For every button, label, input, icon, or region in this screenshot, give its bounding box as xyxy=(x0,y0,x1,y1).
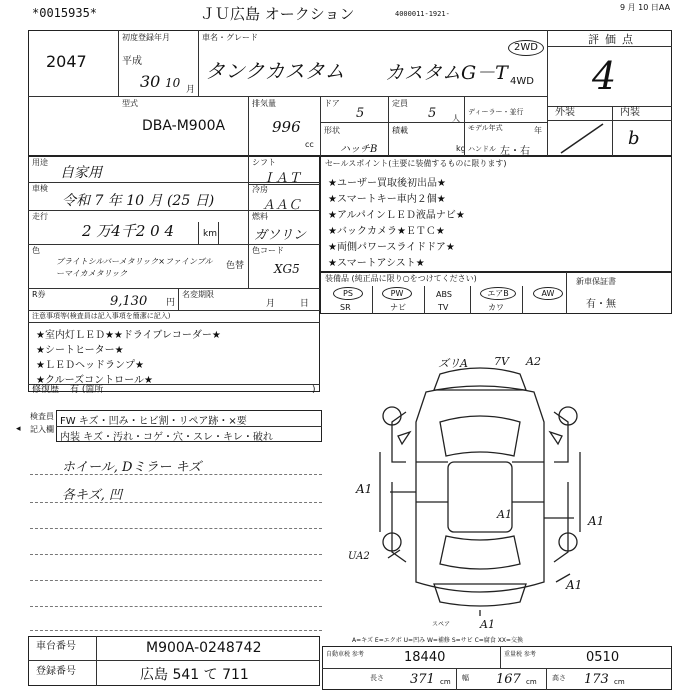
selling-point-6: ★スマートアシスト★ xyxy=(328,258,425,269)
exterior-slash xyxy=(553,122,608,154)
inspector-row-1: FW キズ・凹み・ヒビ割・リペア跡・×要 xyxy=(60,416,247,427)
name-change-label: 名変期限 xyxy=(182,290,214,299)
mark-right-door: A1 xyxy=(497,508,512,521)
notice-item-2: ★シートヒーター★ xyxy=(36,345,124,356)
chassis-label: 車台番号 xyxy=(36,641,76,652)
inspection-value: 令和 7 年 10 月 (25 日) xyxy=(62,193,215,209)
height-value: 173 xyxy=(584,672,609,687)
load-label: 積載 xyxy=(392,126,408,135)
auction-date: 9 月 10 日AA xyxy=(620,3,671,12)
mileage-label: 走行 xyxy=(32,212,48,221)
weight-tax-label: 重量税 参考 xyxy=(504,651,536,658)
capacity-value: 5 xyxy=(428,106,437,121)
type-value: DBA-M900A xyxy=(142,118,226,134)
mileage-value: 2 万4千2 0 4 xyxy=(82,222,175,240)
lot-number: 2047 xyxy=(46,52,87,71)
mark-left-door: A1 xyxy=(356,482,373,496)
selling-point-1: ★ユーザー買取後初出品★ xyxy=(328,178,446,189)
score-label: 評価点 xyxy=(588,33,639,46)
fuel-label: 燃料 xyxy=(252,212,268,221)
tax-value: 18440 xyxy=(404,650,446,665)
equip-airbag: エアB xyxy=(480,287,516,300)
doors-value: 5 xyxy=(356,106,365,121)
mark-right-side: A1 xyxy=(588,514,605,528)
name-change-value: 月 日 xyxy=(266,299,309,309)
notice-item-3: ★ＬＥＤヘッドランプ★ xyxy=(36,360,144,371)
model-year-label: モデル年式 xyxy=(468,124,503,132)
length-value: 371 xyxy=(410,672,435,687)
papers-title: 新車保証書 xyxy=(576,277,616,286)
equipment-title: 装備品 (純正品に限り○をつけてください) xyxy=(325,274,477,283)
displacement-value: 996 xyxy=(272,118,301,136)
notice-item-1: ★室内灯ＬＥＤ★★ドライブレコーダー★ xyxy=(36,330,221,341)
width-label: 幅 xyxy=(462,674,469,682)
interior-value: b xyxy=(628,128,640,149)
doors-label: ドア xyxy=(324,99,340,108)
repair-close: ) xyxy=(312,385,316,395)
mark-left-rear: UA2 xyxy=(348,551,370,562)
tax-label: 自動車税 参考 xyxy=(326,651,364,658)
repair-label: 修復歴 xyxy=(32,385,60,395)
inspector-label-1: 検査員 xyxy=(30,412,54,421)
equip-leather: カワ xyxy=(488,303,504,312)
selling-point-2: ★スマートキー車内２個★ xyxy=(328,194,446,205)
inspector-arrow: ◂ xyxy=(16,424,21,434)
stock-number: *0015935* xyxy=(32,6,98,20)
shift-label: シフト xyxy=(252,158,276,167)
load-unit: kg xyxy=(456,144,466,153)
usage-value: 自家用 xyxy=(60,165,102,181)
exterior-label: 外装 xyxy=(555,107,575,118)
registration-era: 平成 xyxy=(122,56,142,67)
ac-label: 冷房 xyxy=(252,185,268,194)
chassis-value: M900A-0248742 xyxy=(146,640,262,656)
recycle-label: R券 xyxy=(32,290,46,299)
type-label: 型式 xyxy=(122,99,138,108)
hand-note-2: 各キズ, 凹 xyxy=(62,488,123,503)
model-name: タンクカスタム xyxy=(205,59,345,83)
handle-label: ハンドル xyxy=(468,145,496,153)
drive-2wd: 2WD xyxy=(508,40,544,56)
mark-front-2: 7V xyxy=(494,355,509,368)
plate-label: 登録番号 xyxy=(36,666,76,677)
selling-point-5: ★両側パワースライドドア★ xyxy=(328,242,455,253)
inspector-row-2: 内装 キズ・汚れ・コゲ・穴・スレ・キレ・破れ xyxy=(60,432,273,443)
barcode-number: 4000011-1921- xyxy=(395,10,450,18)
mark-rear: A1 xyxy=(480,618,495,631)
ac-value: ＡＡＣ xyxy=(262,198,302,213)
recycle-value: 9,130 xyxy=(110,294,148,309)
color-line2: ーマイカメタリック xyxy=(56,269,128,278)
mark-front-3: A2 xyxy=(526,355,541,368)
body-shape-value: ハッチB xyxy=(340,144,378,155)
score-value: 4 xyxy=(592,54,617,98)
spare-label: スペア xyxy=(432,621,451,628)
registration-label: 初度登録年月 xyxy=(122,33,170,42)
recycle-unit: 円 xyxy=(166,298,176,308)
height-unit: cm xyxy=(614,678,625,686)
height-label: 高さ xyxy=(552,674,566,682)
model-grade: カスタムG－T xyxy=(385,62,508,84)
color-label: 色 xyxy=(32,246,40,255)
hand-note-1: ホイール, Dミラー キズ xyxy=(62,460,202,475)
selling-points-title: セールスポイント(主要に装備するものに限ります) xyxy=(325,159,507,168)
equip-pw: PW xyxy=(382,287,412,300)
shift-value: ＩＡＴ xyxy=(262,171,302,186)
mark-front-1: ズリA xyxy=(438,357,468,370)
equip-sr: SR xyxy=(340,303,351,312)
dealer-label: ディーラー・並行 xyxy=(468,108,524,116)
repair-value: 有 (箇所 xyxy=(70,385,104,395)
equip-navi: ナビ xyxy=(390,303,406,312)
color-line1: ブライトシルバーメタリック×ファインブル xyxy=(56,257,213,266)
registration-month: 10 xyxy=(165,76,181,90)
displacement-unit: cc xyxy=(305,140,314,149)
color-code-label: 色コード xyxy=(252,246,284,255)
body-shape-label: 形状 xyxy=(324,126,340,135)
fuel-value: ガソリン xyxy=(254,228,307,243)
model-label: 車名・グレード xyxy=(202,33,258,42)
displacement-label: 排気量 xyxy=(252,99,276,108)
registration-month-unit: 月 xyxy=(186,85,196,95)
equip-abs: ABS xyxy=(436,290,452,299)
handle-value: 左・右 xyxy=(500,146,530,157)
color-change-label: 色替 xyxy=(226,261,245,271)
capacity-unit: 人 xyxy=(452,114,460,123)
model-year-unit: 年 xyxy=(534,126,542,135)
equip-ps: PS xyxy=(333,287,363,300)
papers-value: 有・無 xyxy=(586,299,616,310)
plate-value: 広島 541 て 711 xyxy=(140,667,249,683)
selling-point-4: ★バックカメラ★ＥＴＣ★ xyxy=(328,226,445,237)
damage-legend: A=キズ E=エクボ U=凹み W=補修 S=サビ C=腐食 XX=交換 xyxy=(352,637,523,644)
equip-aw: AW xyxy=(533,287,563,300)
notice-title: 注意事項等(検査員は記入事項を簡潔に記入) xyxy=(32,312,171,320)
length-label: 長さ xyxy=(370,674,384,682)
drive-4wd: 4WD xyxy=(510,76,534,87)
registration-year: 30 xyxy=(140,72,161,91)
mileage-unit: km xyxy=(203,229,217,239)
color-code-value: XG5 xyxy=(274,262,300,276)
auction-name: ＪＵ広島 オークション xyxy=(200,5,355,23)
capacity-label: 定員 xyxy=(392,99,408,108)
car-diagram xyxy=(330,352,630,632)
mark-right-rear: A1 xyxy=(566,578,583,592)
selling-point-3: ★アルパインＬＥＤ液晶ナビ★ xyxy=(328,210,465,221)
inspector-label-2: 記入欄 xyxy=(30,425,54,434)
weight-tax-value: 0510 xyxy=(586,650,620,665)
width-unit: cm xyxy=(526,678,537,686)
notice-item-4: ★クルーズコントロール★ xyxy=(36,375,153,386)
interior-label: 内装 xyxy=(620,107,640,118)
inspection-label: 車検 xyxy=(32,184,48,193)
width-value: 167 xyxy=(496,672,521,687)
equip-tv: TV xyxy=(438,303,449,312)
usage-label: 用途 xyxy=(32,158,48,167)
length-unit: cm xyxy=(440,678,451,686)
